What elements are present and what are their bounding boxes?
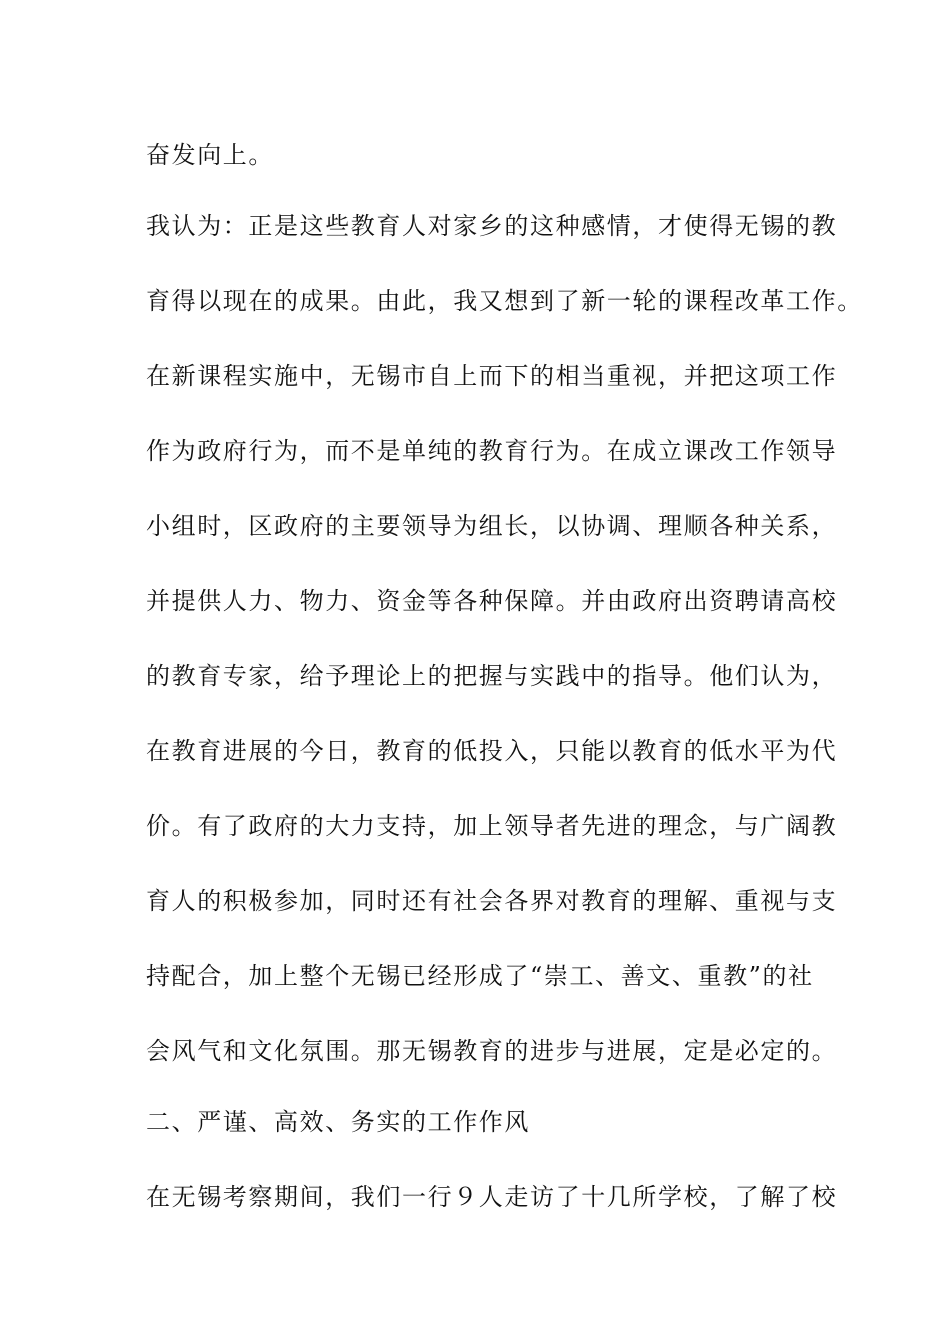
paragraph-line: 我认为：正是这些教育人对家乡的这种感情，才使得无锡的教 — [146, 212, 838, 240]
paragraph-line: 的教育专家，给予理论上的把握与实践中的指导。他们认为， — [146, 662, 838, 690]
paragraph-line: 育得以现在的成果。由此，我又想到了新一轮的课程改革工作。 — [146, 287, 863, 315]
paragraph-line: 价。有了政府的大力支持，加上领导者先进的理念，与广阔教 — [146, 812, 838, 840]
paragraph-line: 会风气和文化氛围。那无锡教育的进步与进展，定是必定的。 — [146, 1037, 838, 1065]
paragraph-line: 在无锡考察期间，我们一行９人走访了十几所学校，了解了校 — [146, 1183, 838, 1211]
paragraph-line: 并提供人力、物力、资金等各种保障。并由政府出资聘请高校 — [146, 587, 838, 615]
paragraph-line: 作为政府行为，而不是单纯的教育行为。在成立课改工作领导 — [146, 437, 838, 465]
paragraph-line: 在教育进展的今日，教育的低投入，只能以教育的低水平为代 — [146, 737, 838, 765]
paragraph-line: 奋发向上。 — [146, 141, 274, 169]
paragraph-line: 小组时，区政府的主要领导为组长，以协调、理顺各种关系， — [146, 512, 838, 540]
section-heading: 二、严谨、高效、务实的工作作风 — [146, 1108, 530, 1136]
paragraph-line: 在新课程实施中，无锡市自上而下的相当重视，并把这项工作 — [146, 362, 838, 390]
paragraph-line: 育人的积极参加，同时还有社会各界对教育的理解、重视与支 — [146, 887, 838, 915]
paragraph-line: 持配合，加上整个无锡已经形成了“崇工、善文、重教”的社 — [146, 962, 814, 990]
